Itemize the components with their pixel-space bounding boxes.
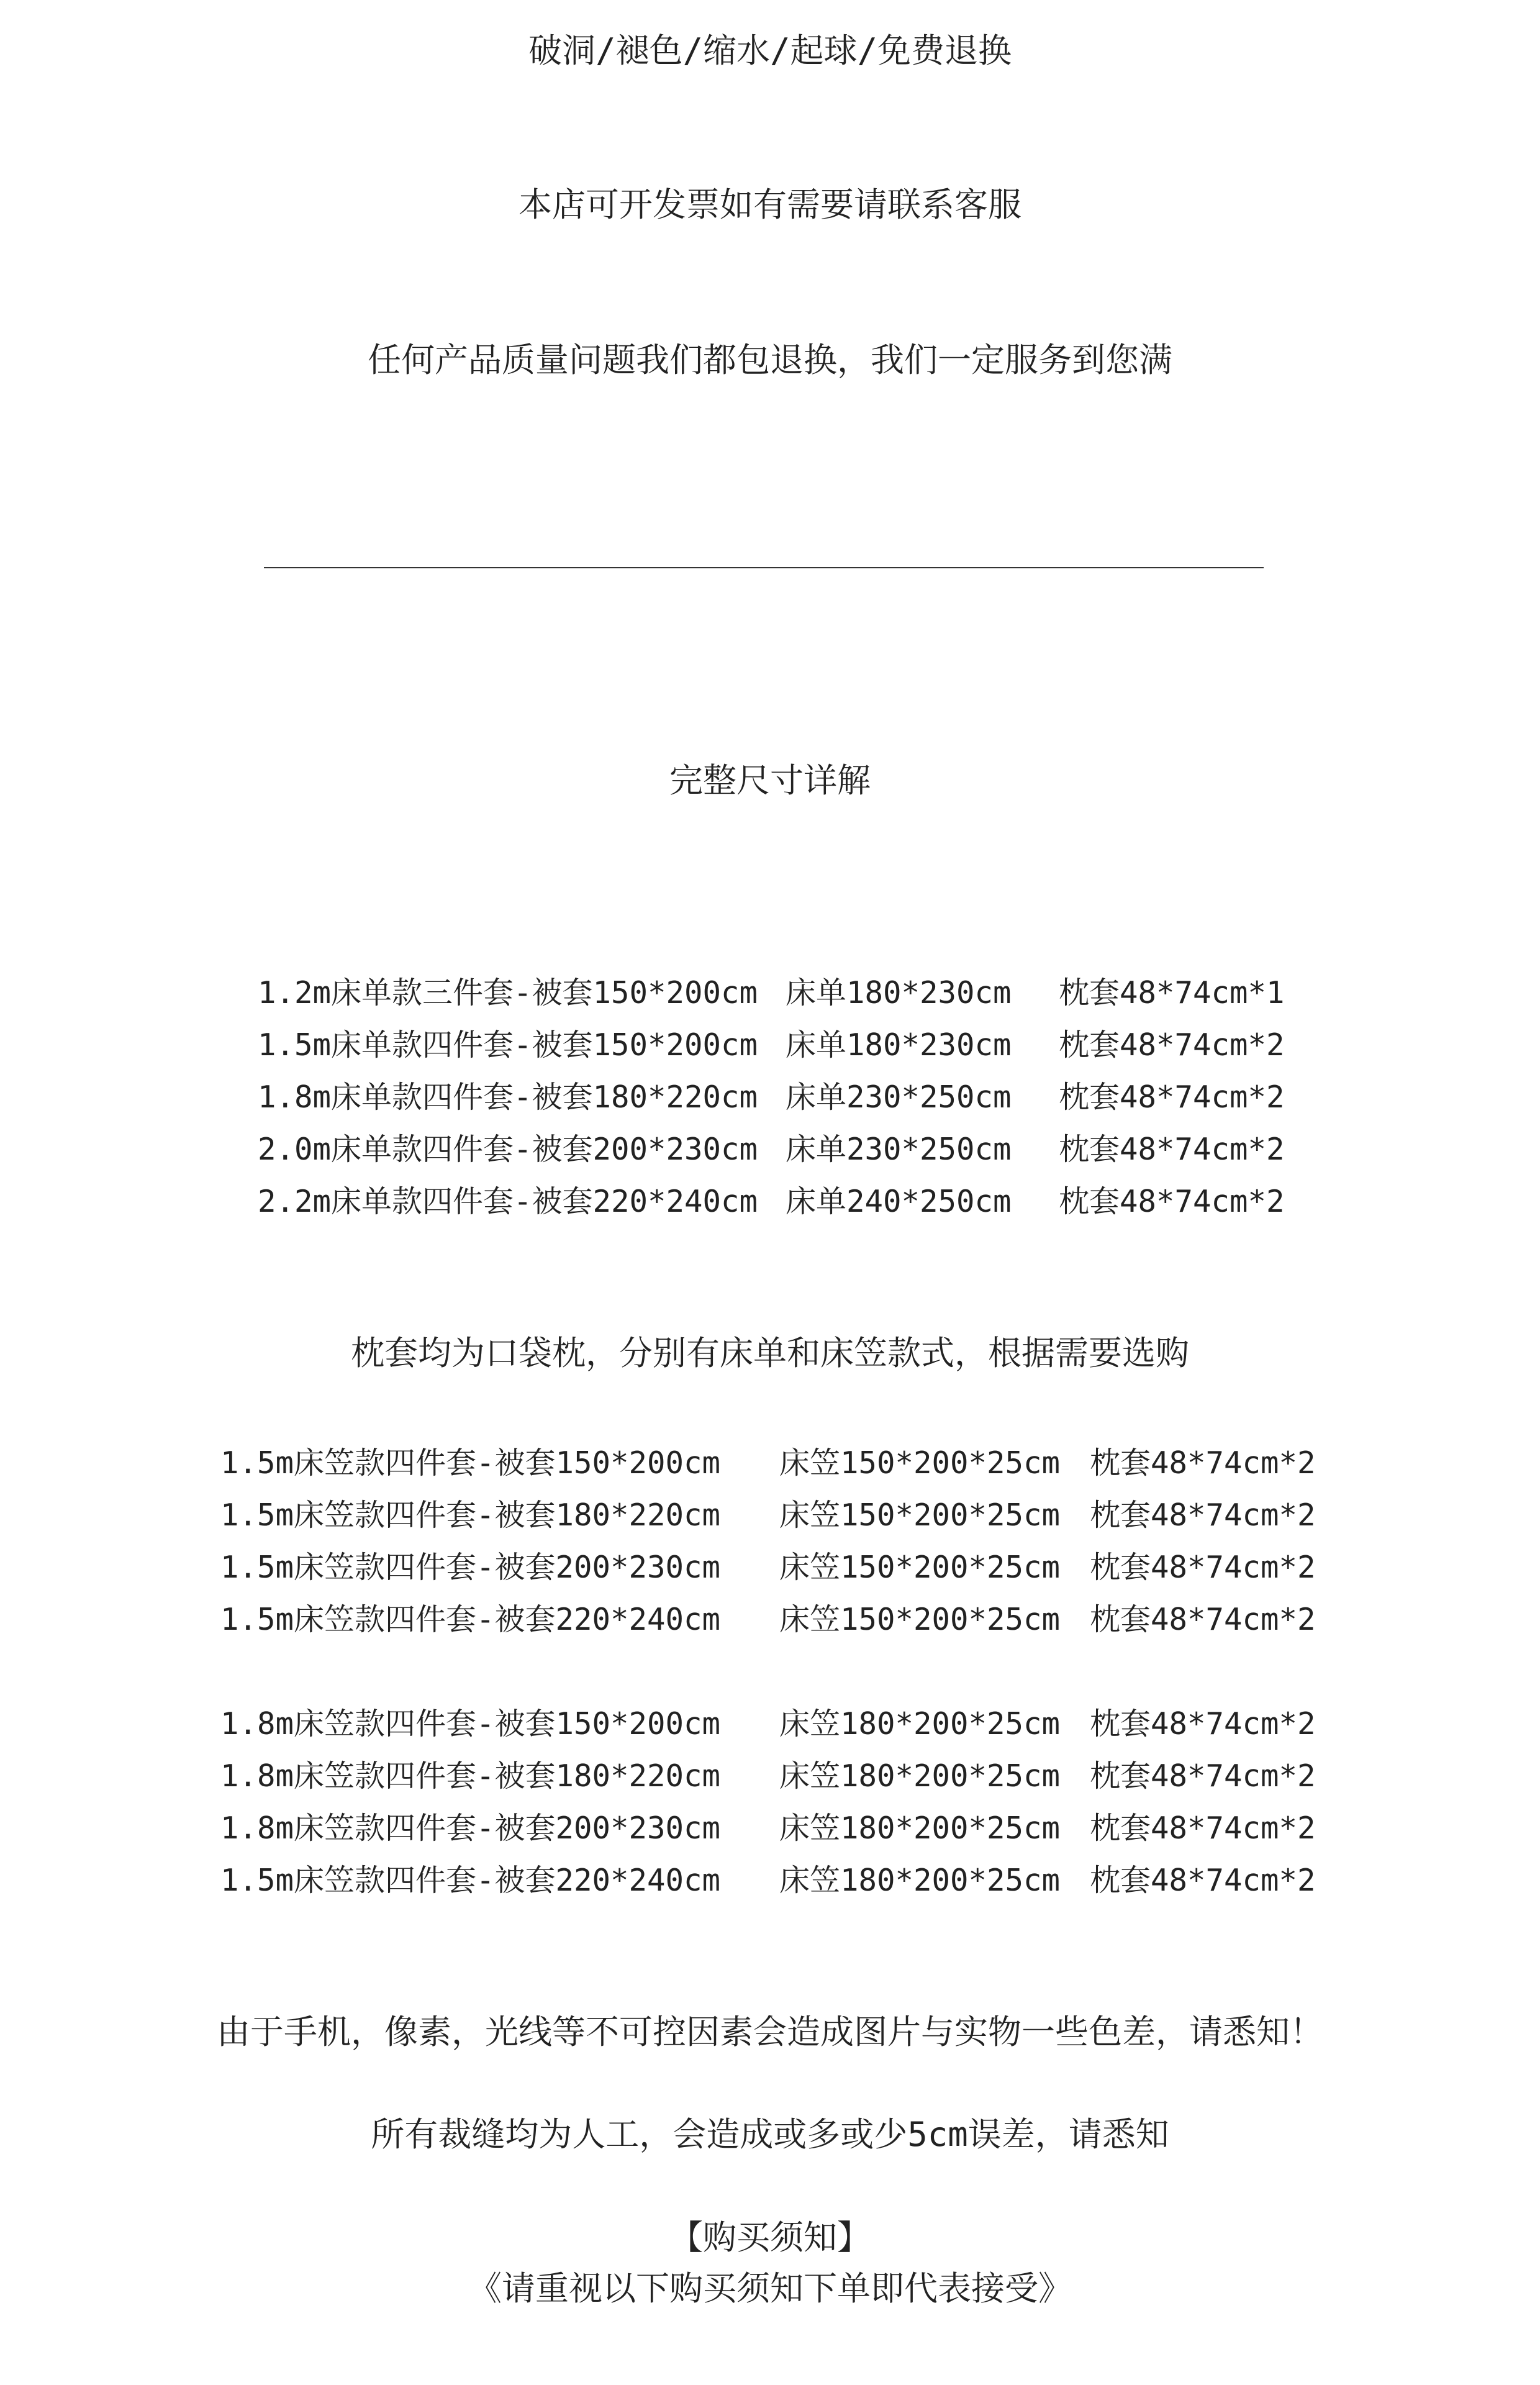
fitted-sheet-size: 床笠150*200*25cm (779, 1602, 1061, 1637)
pillow-size: 枕套48*74cm*2 (1090, 1758, 1316, 1794)
pillow-size: 枕套48*74cm*2 (1090, 1706, 1316, 1742)
header-notice-service: 任何产品质量问题我们都包退换，我们一定服务到您满 (368, 340, 1172, 379)
set-name: 1.5m床单款四件套-被套150*200cm (258, 1027, 758, 1063)
pillow-size: 枕套48*74cm*2 (1090, 1810, 1316, 1846)
color-difference-notice: 由于手机，像素，光线等不可控因素会造成图片与实物一些色差，请悉知！ (217, 2012, 1323, 2051)
pillow-size: 枕套48*74cm*2 (1059, 1027, 1285, 1063)
sheet-size: 床单180*230cm (786, 975, 1012, 1011)
fitted-set-row (0, 1852, 1540, 1904)
pillow-size: 枕套48*74cm*1 (1059, 975, 1285, 1011)
sheet-size: 床单180*230cm (786, 1027, 1012, 1063)
set-name: 1.8m床笠款四件套-被套200*230cm (220, 1810, 721, 1846)
pillow-size: 枕套48*74cm*2 (1059, 1132, 1285, 1167)
fitted-set-row (0, 1800, 1540, 1852)
sheet-set-row (0, 1121, 1540, 1173)
sheet-size: 床单230*250cm (786, 1079, 1012, 1115)
fitted-set-row (0, 1435, 1540, 1487)
set-name: 1.5m床笠款四件套-被套150*200cm (220, 1445, 721, 1481)
set-name: 1.5m床笠款四件套-被套220*240cm (220, 1602, 721, 1637)
pillow-size: 枕套48*74cm*2 (1090, 1550, 1316, 1585)
sheet-set-row (0, 1173, 1540, 1225)
pillow-size: 枕套48*74cm*2 (1090, 1445, 1316, 1481)
fitted-set-row (0, 1487, 1540, 1539)
fitted-sheet-size: 床笠150*200*25cm (779, 1445, 1061, 1481)
set-name: 1.2m床单款三件套-被套150*200cm (258, 975, 758, 1011)
fitted-set-row (0, 1591, 1540, 1643)
pillow-size: 枕套48*74cm*2 (1090, 1497, 1316, 1533)
fitted-sheet-size: 床笠180*200*25cm (779, 1758, 1061, 1794)
purchase-notice-title: 【购买须知】 (669, 2218, 871, 2257)
set-name: 1.8m床单款四件套-被套180*220cm (258, 1079, 758, 1115)
pillow-note: 枕套均为口袋枕，分别有床单和床笠款式，根据需要选购 (351, 1333, 1189, 1373)
set-name: 2.0m床单款四件套-被套200*230cm (258, 1132, 758, 1167)
set-name: 1.5m床笠款四件套-被套220*240cm (220, 1863, 721, 1898)
fitted-sheet-size: 床笠150*200*25cm (779, 1497, 1061, 1533)
pillow-size: 枕套48*74cm*2 (1090, 1863, 1316, 1898)
fitted-sheet-size: 床笠180*200*25cm (779, 1706, 1061, 1742)
set-name: 2.2m床单款四件套-被套220*240cm (258, 1184, 758, 1219)
sheet-size: 床单230*250cm (786, 1132, 1012, 1167)
purchase-notice-subtitle: 《请重视以下购买须知下单即代表接受》 (468, 2269, 1072, 2308)
fitted-sheet-size: 床笠150*200*25cm (779, 1550, 1061, 1585)
set-name: 1.5m床笠款四件套-被套200*230cm (220, 1550, 721, 1585)
fitted-set-row (0, 1696, 1540, 1748)
set-name: 1.8m床笠款四件套-被套150*200cm (220, 1706, 721, 1742)
set-name: 1.8m床笠款四件套-被套180*220cm (220, 1758, 721, 1794)
sheet-set-row (0, 1069, 1540, 1121)
size-section-title: 完整尺寸详解 (669, 761, 871, 800)
fitted-sheet-size: 床笠180*200*25cm (779, 1863, 1061, 1898)
sewing-error-notice: 所有裁缝均为人工，会造成或多或少5cm误差，请悉知 (371, 2115, 1169, 2154)
sheet-set-row (0, 1017, 1540, 1069)
fitted-set-row (0, 1748, 1540, 1800)
pillow-size: 枕套48*74cm*2 (1059, 1079, 1285, 1115)
pillow-size: 枕套48*74cm*2 (1059, 1184, 1285, 1219)
header-notice-returns: 破洞/褪色/缩水/起球/免费退换 (528, 31, 1012, 70)
section-divider (264, 567, 1264, 568)
fitted-set-row (0, 1539, 1540, 1591)
sheet-size: 床单240*250cm (786, 1184, 1012, 1219)
sheet-set-row (0, 965, 1540, 1017)
header-notice-invoice: 本店可开发票如有需要请联系客服 (519, 185, 1021, 224)
pillow-size: 枕套48*74cm*2 (1090, 1602, 1316, 1637)
set-name: 1.5m床笠款四件套-被套180*220cm (220, 1497, 721, 1533)
fitted-sheet-size: 床笠180*200*25cm (779, 1810, 1061, 1846)
